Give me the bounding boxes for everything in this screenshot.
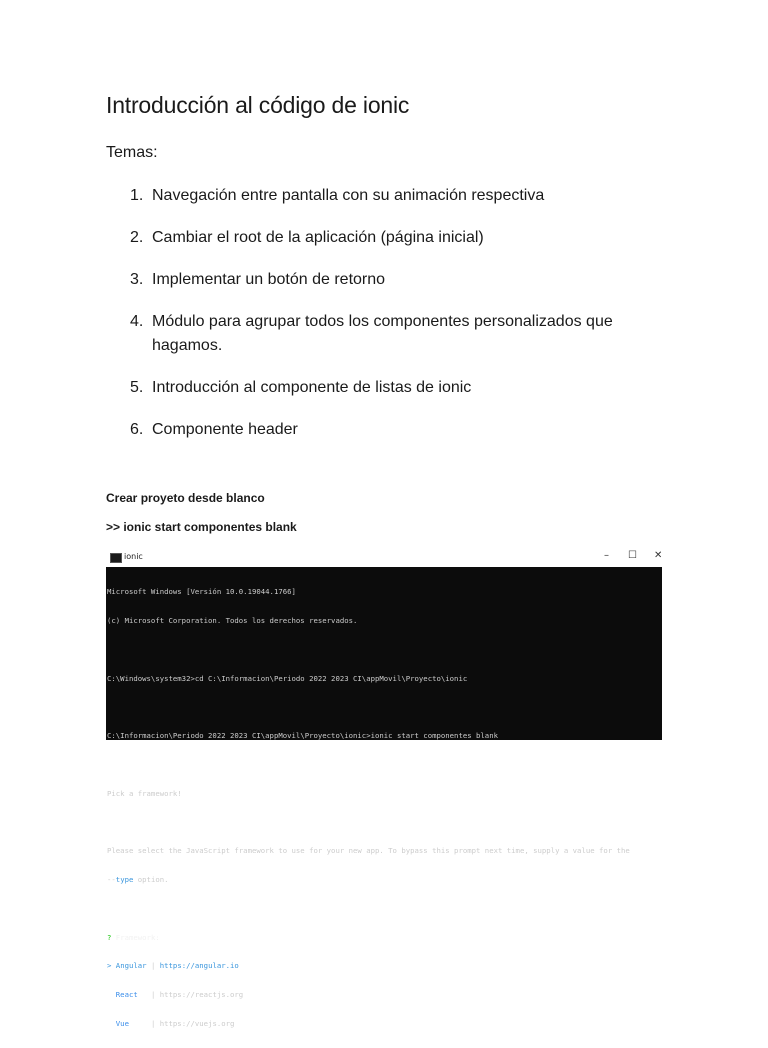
terminal-title: ionic [124,552,143,561]
option-url: https://vuejs.org [159,1018,235,1028]
terminal-line [107,990,662,1000]
terminal-blank-line [107,702,662,712]
terminal-line: Please select the JavaScript framework to use for your new app. To bypass this prompt next time, supply a value for the [107,846,630,856]
list-number: 6. [130,421,144,438]
option-separator: | [146,961,160,971]
list-item [130,226,660,250]
option-url: https://angular.io [159,961,239,971]
list-item [130,376,660,400]
option-separator: | [146,990,160,1000]
list-text: Cambiar el root de la aplicación (página inicial) [152,229,484,246]
terminal-icon [110,553,122,563]
terminal-line [107,1019,662,1029]
option-separator: | [146,1018,160,1028]
list-item [130,418,660,442]
list-text: Navegación entre pantalla con su animación respectiva [152,187,545,204]
option-name: Angular [111,961,147,971]
terminal-line [107,875,662,885]
terminal-screenshot [106,549,663,1028]
terminal-blank-line [107,760,662,770]
close-icon: ✕ [654,550,663,561]
terminal-line: Pick a framework! [107,788,182,798]
terminal-line: C:\Windows\system32>cd C:\Informacion\Periodo 2022 2023 CI\appMovil\Proyecto\ionic [107,673,468,683]
option-name: React [107,990,147,1000]
list-number: 2. [130,229,144,246]
terminal-output [106,567,662,1048]
list-number: 1. [130,187,144,204]
minimize-icon: – [604,550,609,561]
list-item [130,310,660,358]
list-text: Implementar un botón de retorno [152,271,386,288]
terminal-text: type [115,875,134,884]
option-name: Vue [107,1018,147,1028]
terminal-text: option. [133,875,169,884]
terminal-text: -- [107,875,116,884]
maximize-icon: ☐ [628,550,637,561]
question-mark: ? [107,932,112,942]
list-item [130,268,660,292]
terminal-text: Framework: [111,932,160,942]
temas-label: Temas: [106,144,158,161]
list-item [130,184,660,208]
list-number: 3. [130,271,144,288]
terminal-titlebar [106,549,662,567]
list-text: Módulo para agrupar todos los componentes personalizados que hagamos. [152,313,613,354]
selection-marker: > [107,961,112,971]
terminal-line: (c) Microsoft Corporation. Todos los derechos reservados. [107,615,358,625]
list-text: Introducción al componente de listas de ionic [152,379,472,396]
terminal-blank-line [107,645,662,655]
page-title: Introducción al código de ionic [106,92,410,118]
list-text: Componente header [152,421,298,438]
terminal-line: C:\Informacion\Periodo 2022 2023 CI\appMovil\Proyecto\ionic>ionic start componentes blank [107,731,498,741]
list-number: 4. [130,313,144,330]
section-subheading: Crear proyeto desde blanco [106,491,265,505]
terminal-blank-line [107,904,662,914]
terminal-line [107,961,662,971]
terminal-blank-line [107,817,662,827]
topic-list [130,184,660,460]
terminal-line: Microsoft Windows [Versión 10.0.19044.1766] [107,587,296,597]
command-text: >> ionic start componentes blank [106,520,297,534]
list-number: 5. [130,379,144,396]
terminal-line [107,933,662,943]
option-url: https://reactjs.org [159,990,244,1000]
